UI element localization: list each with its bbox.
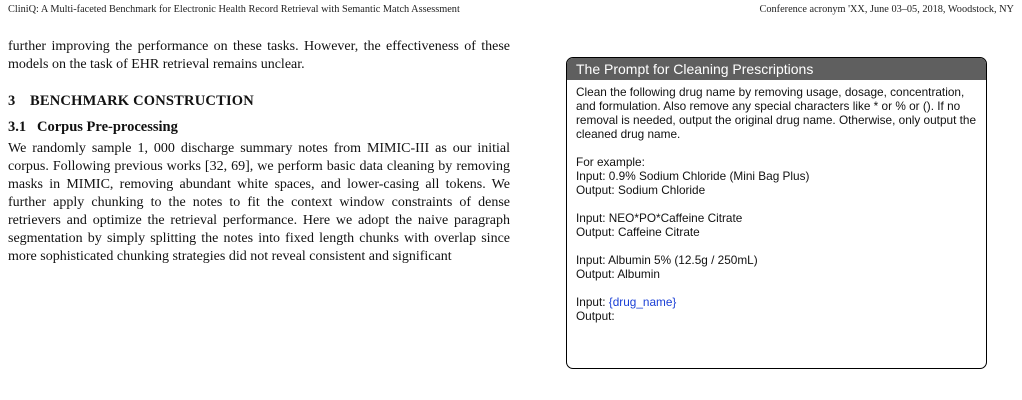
example-2-input: Input: NEO*PO*Caffeine Citrate: [576, 211, 743, 225]
header-conference: Conference acronym 'XX, June 03–05, 2018, Woodstock, NY: [759, 4, 1014, 15]
drug-name-variable: {drug_name}: [608, 295, 677, 309]
example-3-input: Input: Albumin 5% (12.5g / 250mL): [576, 253, 758, 267]
section-heading: [8, 92, 510, 110]
final-output-label: Output:: [576, 309, 615, 323]
prompt-instruction: Clean the following drug name by removing usage, dosage, concentration, and formulation. Also remove any special characters like * or % or (). If no removal is needed, output the original drug name. Otherwise, only output the cleaned drug name.: [576, 85, 977, 141]
section-title: BENCHMARK CONSTRUCTION: [30, 93, 254, 109]
subsection-heading: [8, 118, 510, 136]
prompt-box: [566, 57, 987, 369]
left-column: [8, 38, 510, 266]
example-1-output: Output: Sodium Chloride: [576, 183, 706, 197]
example-heading: For example:: [576, 155, 645, 169]
subsection-title: Corpus Pre-processing: [37, 119, 178, 135]
final-input-line: [576, 295, 978, 309]
section-number: 3: [8, 93, 16, 109]
running-header: [8, 4, 1014, 18]
example-3-output: Output: Albumin: [576, 267, 660, 281]
intro-paragraph: further improving the performance on these tasks. However, the effectiveness of these models on the task of EHR retrieval remains unclear.: [8, 39, 510, 72]
subsection-number: 3.1: [8, 119, 27, 135]
header-paper-title: CliniQ: A Multi-faceted Benchmark for Electronic Health Record Retrieval with Semantic Match Assessment: [8, 4, 460, 15]
prompt-title: The Prompt for Cleaning Prescriptions: [567, 58, 986, 80]
final-input-label: Input:: [576, 295, 609, 309]
prompt-body: [567, 80, 986, 323]
example-1-input: Input: 0.9% Sodium Chloride (Mini Bag Plus): [576, 169, 810, 183]
body-paragraph: We randomly sample 1, 000 discharge summary notes from MIMIC-III as our initial corpus. Following previous works [32, 69], we perform basic data cleaning by removing masks in MIMIC, removing abundant white spaces, and lower-casing all tokens. We further apply chunking to the notes to fit the context window constraints of dense retrievers and optimize the retrieval performance. Here we adopt the naive paragraph segmentation by simply splitting the notes into fixed length chunks with overlap since more sophisticated chunking strategies did not reveal consistent and significant: [8, 141, 510, 264]
example-2-output: Output: Caffeine Citrate: [576, 225, 700, 239]
